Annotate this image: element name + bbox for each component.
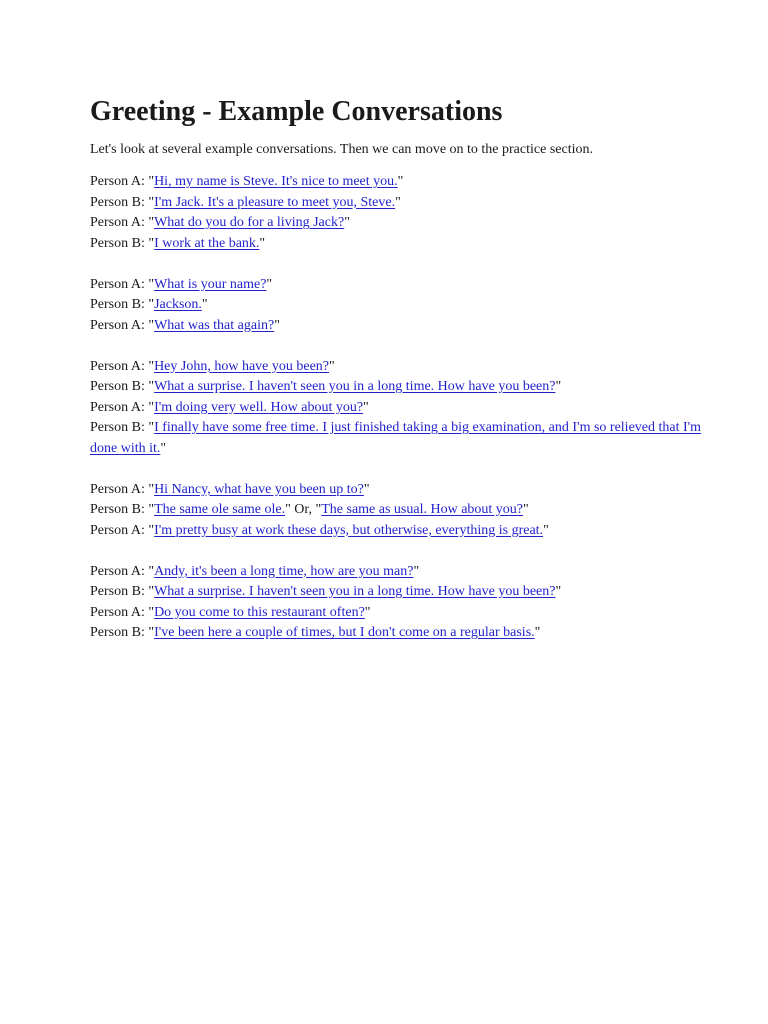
- conversation-block: [90, 275, 710, 337]
- dialogue-line: Person B: "What a surprise. I haven't seen you in a long time. How have you been?": [90, 379, 562, 394]
- dialogue-line: Person A: "I'm doing very well. How about you?": [90, 399, 369, 415]
- dialogue-link[interactable]: What a surprise. I haven't seen you in a long time. How have you been?: [154, 379, 556, 394]
- dialogue-line: Person A: "What was that again?": [90, 317, 280, 333]
- dialogue-line: Person B: "Jackson.": [90, 297, 208, 312]
- dialogue-line: Person B: "I've been here a couple of times, but I don't come on a regular basis.": [90, 625, 541, 640]
- dialogue-link[interactable]: I'm pretty busy at work these days, but otherwise, everything is great.: [154, 522, 544, 538]
- speaker-label: Person B:: [90, 379, 145, 394]
- dialogue-link[interactable]: What a surprise. I haven't seen you in a long time. How have you been?: [154, 584, 556, 599]
- speaker-label: Person A:: [90, 522, 145, 538]
- conversation-block: [90, 480, 710, 542]
- dialogue-link[interactable]: Andy, it's been a long time, how are you man?: [154, 563, 414, 579]
- dialogue-line: Person A: "I'm pretty busy at work these days, but otherwise, everything is great.": [90, 522, 549, 538]
- speaker-label: Person A:: [90, 317, 145, 333]
- speaker-label: Person A:: [90, 399, 145, 415]
- intro-paragraph: Let's look at several example conversations. Then we can move on to the practice section.: [90, 142, 593, 157]
- dialogue-link[interactable]: I work at the bank.: [154, 235, 260, 251]
- dialogue-line: Person A: "Andy, it's been a long time, how are you man?": [90, 563, 420, 579]
- dialogue-link[interactable]: The same ole same ole.: [154, 502, 286, 517]
- speaker-label: Person A:: [90, 358, 145, 374]
- dialogue-link[interactable]: Hi Nancy, what have you been up to?: [154, 481, 364, 497]
- conversation-block: [90, 562, 710, 644]
- speaker-label: Person B:: [90, 502, 145, 517]
- speaker-label: Person B:: [90, 194, 145, 210]
- dialogue-link[interactable]: The same as usual. How about you?: [321, 502, 524, 517]
- dialogue-link[interactable]: I'm doing very well. How about you?: [154, 399, 364, 415]
- dialogue-link[interactable]: What do you do for a living Jack?: [154, 215, 345, 230]
- dialogue-line: Person A: "Hi Nancy, what have you been up to?": [90, 481, 370, 497]
- dialogue-line: Person A: "Hey John, how have you been?": [90, 358, 335, 374]
- dialogue-line: Person B: "What a surprise. I haven't seen you in a long time. How have you been?": [90, 584, 562, 599]
- speaker-label: Person A:: [90, 276, 145, 292]
- conversation-block: [90, 357, 710, 460]
- speaker-label: Person A:: [90, 215, 145, 230]
- speaker-label: Person B:: [90, 297, 145, 312]
- dialogue-line: Person B: "The same ole same ole." Or, "The same as usual. How about you?": [90, 502, 529, 517]
- speaker-label: Person B:: [90, 625, 145, 640]
- speaker-label: Person A:: [90, 563, 145, 579]
- dialogue-line: Person A: "What do you do for a living Jack?": [90, 215, 350, 230]
- conversation-list: [90, 172, 710, 644]
- dialogue-line: Person B: "I'm Jack. It's a pleasure to meet you, Steve.": [90, 194, 401, 210]
- conversation-block: [90, 172, 710, 254]
- dialogue-link[interactable]: Jackson.: [154, 297, 202, 312]
- speaker-label: Person B:: [90, 420, 145, 435]
- page-title: Greeting - Example Conversations: [90, 96, 503, 127]
- dialogue-link[interactable]: Do you come to this restaurant often?: [154, 604, 365, 620]
- speaker-label: Person A:: [90, 481, 145, 497]
- dialogue-line: Person A: "What is your name?": [90, 276, 273, 292]
- dialogue-link[interactable]: I've been here a couple of times, but I don't come on a regular basis.: [154, 625, 535, 640]
- dialogue-line: Person A: "Hi, my name is Steve. It's nice to meet you.": [90, 174, 404, 189]
- dialogue-link[interactable]: Hey John, how have you been?: [154, 358, 330, 374]
- speaker-label: Person A:: [90, 604, 145, 620]
- connector-text: Or,: [294, 502, 313, 517]
- dialogue-line: Person B: "I finally have some free time. I just finished taking a big examination, and I'm so relieved that I'm done with it.": [90, 420, 702, 456]
- dialogue-link[interactable]: I finally have some free time. I just finished taking a big examination, and I'm so relieved that I'm done with it.: [90, 420, 702, 456]
- dialogue-link[interactable]: What was that again?: [154, 317, 275, 333]
- dialogue-link[interactable]: I'm Jack. It's a pleasure to meet you, Steve.: [154, 194, 396, 210]
- dialogue-link[interactable]: What is your name?: [154, 276, 267, 292]
- speaker-label: Person A:: [90, 174, 145, 189]
- speaker-label: Person B:: [90, 584, 145, 599]
- speaker-label: Person B:: [90, 235, 145, 251]
- dialogue-link[interactable]: Hi, my name is Steve. It's nice to meet you.: [154, 174, 398, 189]
- dialogue-line: Person B: "I work at the bank.": [90, 235, 266, 251]
- document-page: [90, 96, 710, 664]
- dialogue-line: Person A: "Do you come to this restaurant often?": [90, 604, 371, 620]
